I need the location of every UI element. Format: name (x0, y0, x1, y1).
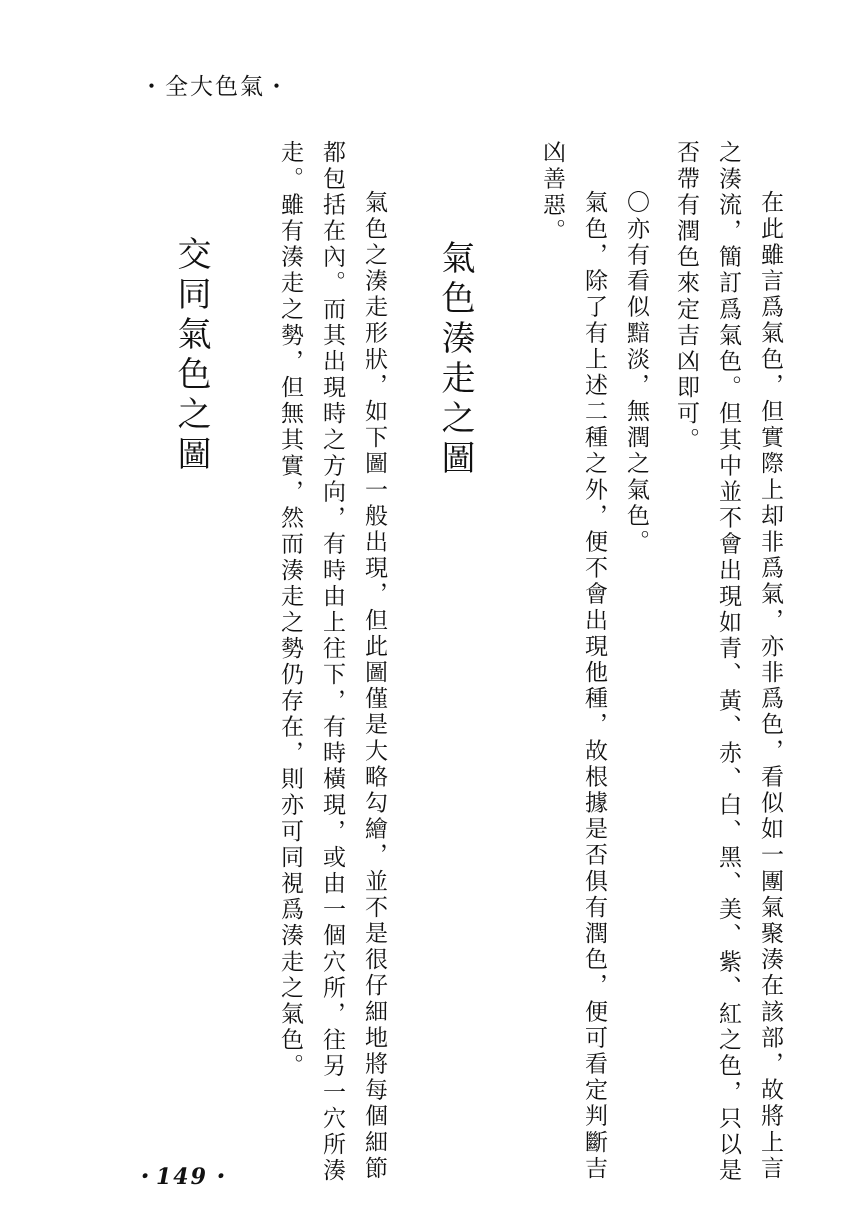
section-column: 走。雖有湊走之勢，但無其實，然而湊走之勢仍存在，則亦可同視爲湊走之氣色。 (277, 140, 303, 1080)
body-column: 否帶有潤色來定吉凶即可。 (673, 140, 699, 454)
section-heading: 氣色湊走之圖 (435, 240, 475, 480)
running-header: ・全大色氣・ (140, 74, 290, 100)
body-column: 在此雖言爲氣色，但實際上却非爲氣，亦非爲色，看似如一團氣聚湊在該部，故將上言 (757, 190, 783, 1182)
body-column: 〇亦有看似黯淡，無潤之氣色。 (623, 190, 649, 556)
body-column: 氣色，除了有上述二種之外，便不會出現他種，故根據是否俱有潤色，便可看定判斷吉 (581, 190, 607, 1182)
page-number: ・149・ (132, 1164, 232, 1190)
section-heading: 交同氣色之圖 (171, 236, 211, 476)
body-column: 之湊流，簡訂爲氣色。但其中並不會出現如青、黃、赤、白、黑、美、紫、紅之色，只以是 (715, 140, 741, 1184)
section-column: 氣色之湊走形狀，如下圖一般出現，但此圖僅是大略勾繪，並不是很仔細地將每個細節 (361, 190, 387, 1182)
section-column: 都包括在內。而其出現時之方向，有時由上往下，有時橫現，或由一個穴所，往另一穴所湊 (319, 140, 345, 1184)
body-column: 凶善惡。 (539, 140, 565, 245)
